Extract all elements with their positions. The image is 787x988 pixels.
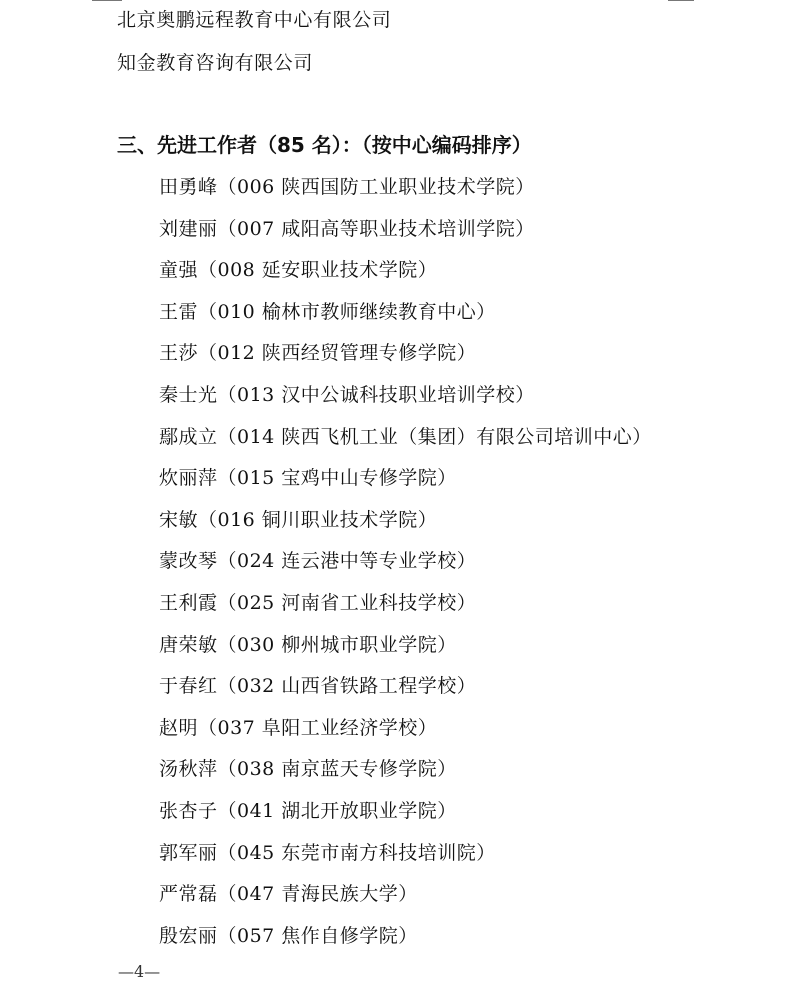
list-item: 张杏子（041 湖北开放职业学院） <box>159 799 457 822</box>
list-item: 王莎（012 陕西经贸管理专修学院） <box>159 342 477 365</box>
list-item: 王雷（010 榆林市教师继续教育中心） <box>159 300 496 323</box>
list-item: 汤秋萍（038 南京蓝天专修学院） <box>159 758 457 781</box>
list-item: 秦士光（013 汉中公诚科技职业培训学校） <box>159 383 535 406</box>
list-item: 唐荣敏（030 柳州城市职业学院） <box>159 633 457 656</box>
list-item: 严常磊（047 青海民族大学） <box>159 883 418 906</box>
list-item: 刘建丽（007 咸阳高等职业技术培训学院） <box>159 217 535 240</box>
section-heading: 三、先进工作者（85 名）：（按中心编码排序） <box>117 133 532 157</box>
list-item: 蒙改琴（024 连云港中等专业学校） <box>159 550 477 573</box>
org-line-aopeng: 北京奥鹏远程教育中心有限公司 <box>117 9 392 31</box>
list-item: 于春红（032 山西省铁路工程学校） <box>159 675 477 698</box>
page-corner-mark-left <box>92 0 122 1</box>
list-item: 田勇峰（006 陕西国防工业职业技术学院） <box>159 176 535 198</box>
page-corner-mark-right <box>668 0 694 1</box>
list-item: 童强（008 延安职业技术学院） <box>159 259 438 282</box>
list-item: 宋敏（016 铜川职业技术学院） <box>159 508 438 531</box>
list-item: 鄢成立（014 陕西飞机工业（集团）有限公司培训中心） <box>159 425 652 448</box>
list-item: 殷宏丽（057 焦作自修学院） <box>159 924 418 947</box>
advanced-worker-list <box>159 173 652 963</box>
list-item: 赵明（037 阜阳工业经济学校） <box>159 716 438 739</box>
list-item: 王利霞（025 河南省工业科技学校） <box>159 591 477 614</box>
page-number: —4— <box>118 962 161 981</box>
list-item: 郭军丽（045 东莞市南方科技培训院） <box>159 841 496 864</box>
list-item: 炊丽萍（015 宝鸡中山专修学院） <box>159 467 457 490</box>
org-line-zhijin: 知金教育咨询有限公司 <box>117 52 314 74</box>
